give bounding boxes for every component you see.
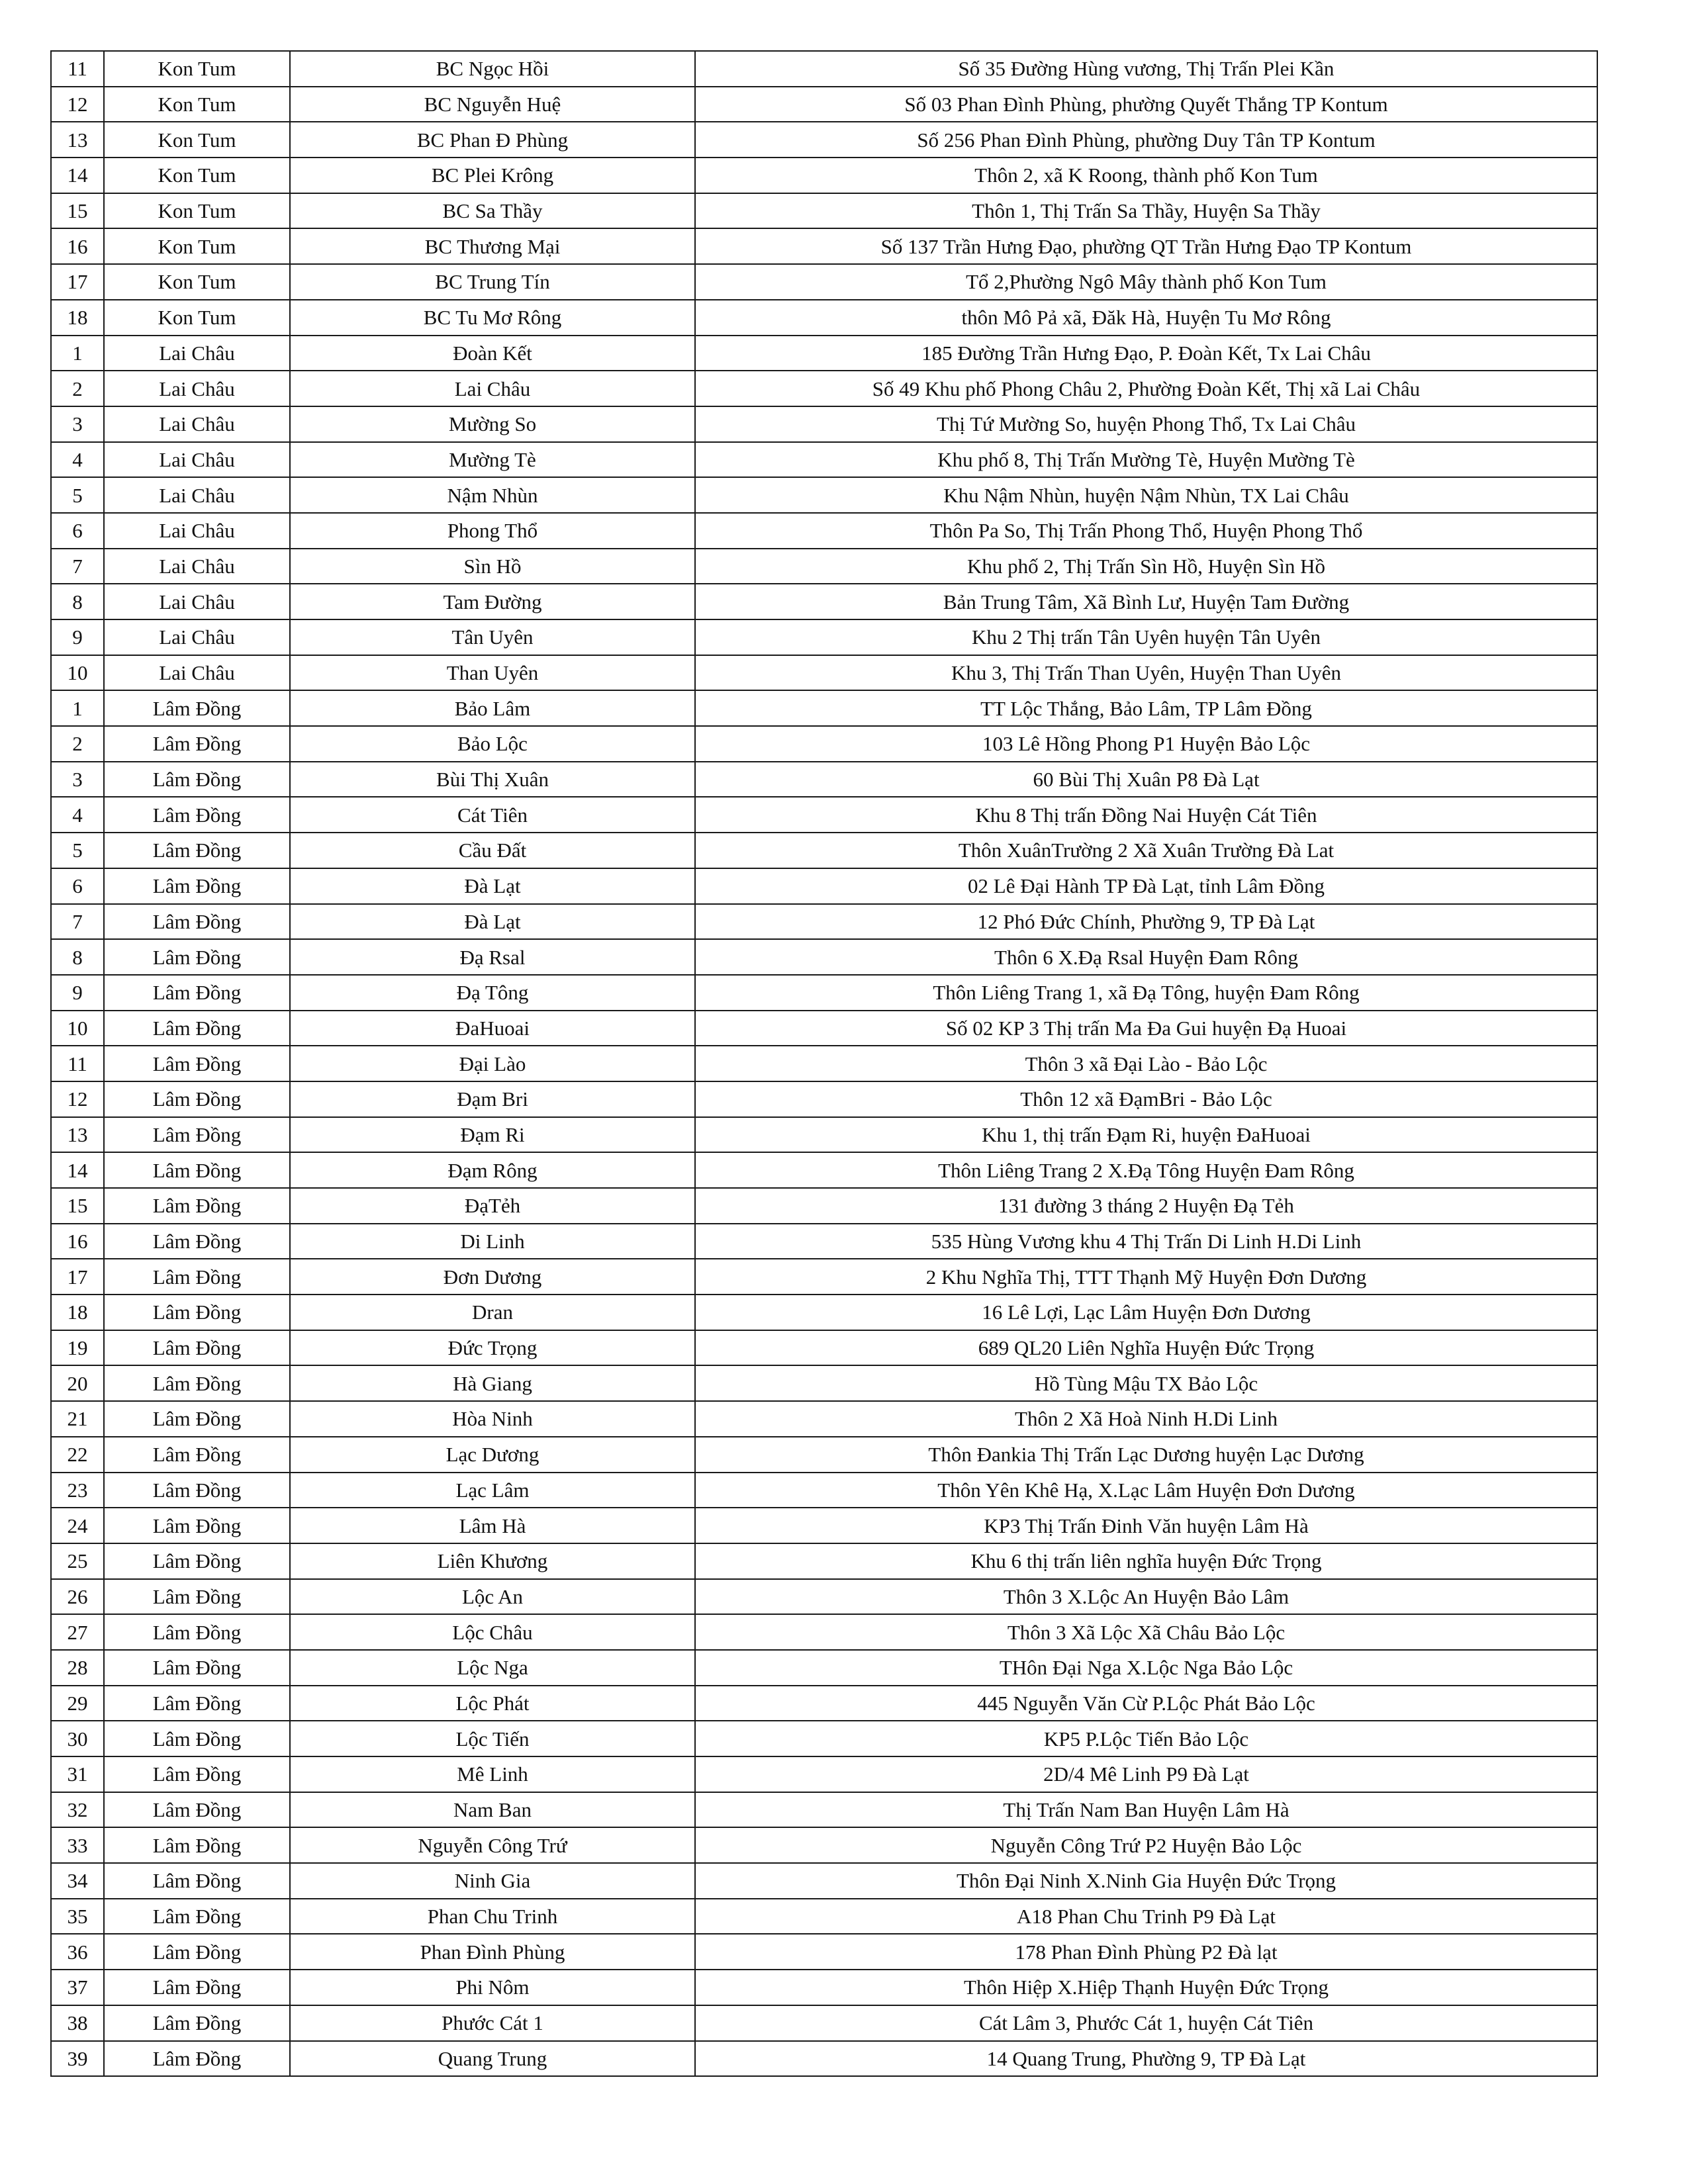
row-number-cell: 12 [51,1081,104,1117]
address-cell: thôn Mô Pả xã, Đăk Hà, Huyện Tu Mơ Rông [695,300,1597,336]
office-name-cell: Lai Châu [290,371,695,406]
address-cell: Thôn 1, Thị Trấn Sa Thầy, Huyện Sa Thầy [695,193,1597,229]
address-cell: Số 49 Khu phố Phong Châu 2, Phường Đoàn Kết, Thị xã Lai Châu [695,371,1597,406]
address-cell: TT Lộc Thắng, Bảo Lâm, TP Lâm Đồng [695,690,1597,726]
address-cell: Thị Tứ Mường So, huyện Phong Thổ, Tx Lai Châu [695,406,1597,442]
row-number-cell: 9 [51,619,104,655]
address-cell: Khu Nậm Nhùn, huyện Nậm Nhùn, TX Lai Châu [695,477,1597,513]
address-cell: 185 Đường Trần Hưng Đạo, P. Đoàn Kết, Tx Lai Châu [695,336,1597,371]
office-name-cell: Phước Cát 1 [290,2005,695,2041]
province-cell: Lâm Đồng [104,1117,290,1153]
office-name-cell: Mê Linh [290,1756,695,1792]
address-cell: Thôn Đankia Thị Trấn Lạc Dương huyện Lạc Dương [695,1437,1597,1473]
address-cell: Cát Lâm 3, Phước Cát 1, huyện Cát Tiên [695,2005,1597,2041]
row-number-cell: 38 [51,2005,104,2041]
province-cell: Lâm Đồng [104,690,290,726]
table-row [51,2005,1597,2041]
table-row [51,1437,1597,1473]
office-name-cell: BC Ngọc Hồi [290,51,695,87]
province-cell: Lâm Đồng [104,1899,290,1934]
row-number-cell: 11 [51,1046,104,1081]
province-cell: Kon Tum [104,193,290,229]
document-page [50,50,1598,2077]
province-cell: Lâm Đồng [104,939,290,975]
table-row [51,371,1597,406]
row-number-cell: 18 [51,300,104,336]
address-cell: 02 Lê Đại Hành TP Đà Lạt, tỉnh Lâm Đồng [695,868,1597,904]
province-cell: Lâm Đồng [104,1863,290,1899]
table-row [51,1863,1597,1899]
province-cell: Lâm Đồng [104,1081,290,1117]
row-number-cell: 33 [51,1827,104,1863]
row-number-cell: 13 [51,1117,104,1153]
office-name-cell: Đoàn Kết [290,336,695,371]
province-cell: Lâm Đồng [104,2041,290,2077]
table-row [51,336,1597,371]
row-number-cell: 35 [51,1899,104,1934]
address-cell: KP3 Thị Trấn Đinh Văn huyện Lâm Hà [695,1508,1597,1543]
row-number-cell: 7 [51,904,104,940]
table-row [51,1295,1597,1330]
table-row [51,2041,1597,2077]
row-number-cell: 14 [51,158,104,193]
table-row [51,1046,1597,1081]
row-number-cell: 24 [51,1508,104,1543]
province-cell: Lai Châu [104,477,290,513]
address-cell: Thôn 2 Xã Hoà Ninh H.Di Linh [695,1401,1597,1437]
office-name-cell: Đơn Dương [290,1259,695,1295]
address-cell: Thị Trấn Nam Ban Huyện Lâm Hà [695,1792,1597,1828]
address-cell: Thôn Đại Ninh X.Ninh Gia Huyện Đức Trọng [695,1863,1597,1899]
office-name-cell: Đạm Rông [290,1152,695,1188]
table-row [51,833,1597,868]
province-cell: Lâm Đồng [104,1934,290,1970]
address-cell: Nguyễn Công Trứ P2 Huyện Bảo Lộc [695,1827,1597,1863]
table-row [51,1330,1597,1366]
province-cell: Lâm Đồng [104,868,290,904]
office-name-cell: Đạ Tông [290,975,695,1011]
office-name-cell: Phong Thổ [290,513,695,549]
province-cell: Lâm Đồng [104,726,290,762]
row-number-cell: 5 [51,477,104,513]
row-number-cell: 21 [51,1401,104,1437]
office-name-cell: ĐạTẻh [290,1188,695,1224]
office-name-cell: Ninh Gia [290,1863,695,1899]
row-number-cell: 27 [51,1614,104,1650]
row-number-cell: 32 [51,1792,104,1828]
table-row [51,1473,1597,1508]
table-row [51,1401,1597,1437]
table-row [51,726,1597,762]
province-cell: Lâm Đồng [104,762,290,797]
address-cell: 131 đường 3 tháng 2 Huyện Đạ Tẻh [695,1188,1597,1224]
table-row [51,762,1597,797]
province-cell: Lai Châu [104,371,290,406]
table-row [51,797,1597,833]
office-name-cell: Bảo Lộc [290,726,695,762]
office-name-cell: Nam Ban [290,1792,695,1828]
province-cell: Lâm Đồng [104,1686,290,1721]
address-cell: Khu 6 thị trấn liên nghĩa huyện Đức Trọng [695,1543,1597,1579]
row-number-cell: 3 [51,762,104,797]
province-cell: Lai Châu [104,619,290,655]
office-name-cell: Lộc Nga [290,1650,695,1686]
province-cell: Lai Châu [104,442,290,478]
office-name-cell: Bùi Thị Xuân [290,762,695,797]
row-number-cell: 18 [51,1295,104,1330]
address-cell: 689 QL20 Liên Nghĩa Huyện Đức Trọng [695,1330,1597,1366]
office-name-cell: BC Nguyễn Huệ [290,87,695,122]
row-number-cell: 13 [51,122,104,158]
row-number-cell: 9 [51,975,104,1011]
row-number-cell: 8 [51,584,104,619]
address-cell: 103 Lê Hồng Phong P1 Huyện Bảo Lộc [695,726,1597,762]
table-row [51,1117,1597,1153]
address-cell: Số 03 Phan Đình Phùng, phường Quyết Thắng TP Kontum [695,87,1597,122]
row-number-cell: 10 [51,655,104,691]
office-name-cell: BC Thương Mại [290,228,695,264]
province-cell: Lâm Đồng [104,1401,290,1437]
address-cell: 2 Khu Nghĩa Thị, TTT Thạnh Mỹ Huyện Đơn Dương [695,1259,1597,1295]
province-cell: Lâm Đồng [104,1437,290,1473]
address-cell: Số 35 Đường Hùng vương, Thị Trấn Plei Kần [695,51,1597,87]
address-cell: 2D/4 Mê Linh P9 Đà Lạt [695,1756,1597,1792]
address-cell: Khu 2 Thị trấn Tân Uyên huyện Tân Uyên [695,619,1597,655]
table-row [51,549,1597,584]
address-cell: Thôn XuânTrường 2 Xã Xuân Trường Đà Lat [695,833,1597,868]
office-name-cell: Đạ Rsal [290,939,695,975]
row-number-cell: 17 [51,264,104,300]
table-row [51,1224,1597,1259]
office-name-cell: Nguyễn Công Trứ [290,1827,695,1863]
row-number-cell: 8 [51,939,104,975]
office-name-cell: ĐaHuoai [290,1011,695,1046]
office-name-cell: Lâm Hà [290,1508,695,1543]
province-cell: Lâm Đồng [104,1046,290,1081]
office-name-cell: BC Plei Krông [290,158,695,193]
province-cell: Lâm Đồng [104,1721,290,1756]
address-cell: Thôn 3 Xã Lộc Xã Châu Bảo Lộc [695,1614,1597,1650]
row-number-cell: 20 [51,1365,104,1401]
office-name-cell: Dran [290,1295,695,1330]
table-row [51,1508,1597,1543]
province-cell: Kon Tum [104,122,290,158]
office-name-cell: Lộc An [290,1579,695,1615]
address-cell: Thôn 12 xã ĐạmBri - Bảo Lộc [695,1081,1597,1117]
table-row [51,1188,1597,1224]
row-number-cell: 1 [51,690,104,726]
address-cell: THôn Đại Nga X.Lộc Nga Bảo Lộc [695,1650,1597,1686]
province-cell: Lâm Đồng [104,1011,290,1046]
office-name-cell: Lạc Dương [290,1437,695,1473]
province-cell: Kon Tum [104,51,290,87]
row-number-cell: 30 [51,1721,104,1756]
province-cell: Lâm Đồng [104,1259,290,1295]
row-number-cell: 28 [51,1650,104,1686]
address-cell: Số 137 Trần Hưng Đạo, phường QT Trần Hưng Đạo TP Kontum [695,228,1597,264]
row-number-cell: 36 [51,1934,104,1970]
province-cell: Lai Châu [104,584,290,619]
province-cell: Lâm Đồng [104,2005,290,2041]
province-cell: Kon Tum [104,87,290,122]
office-name-cell: Di Linh [290,1224,695,1259]
office-name-cell: BC Tu Mơ Rông [290,300,695,336]
table-row [51,477,1597,513]
row-number-cell: 12 [51,87,104,122]
address-cell: Khu phố 8, Thị Trấn Mường Tè, Huyện Mường Tè [695,442,1597,478]
table-row [51,1721,1597,1756]
row-number-cell: 15 [51,1188,104,1224]
table-row [51,584,1597,619]
province-cell: Lâm Đồng [104,904,290,940]
table-row [51,264,1597,300]
address-cell: 16 Lê Lợi, Lạc Lâm Huyện Đơn Dương [695,1295,1597,1330]
row-number-cell: 7 [51,549,104,584]
province-cell: Lâm Đồng [104,1792,290,1828]
row-number-cell: 39 [51,2041,104,2077]
address-cell: Số 256 Phan Đình Phùng, phường Duy Tân TP Kontum [695,122,1597,158]
address-cell: Khu 3, Thị Trấn Than Uyên, Huyện Than Uyên [695,655,1597,691]
province-cell: Lâm Đồng [104,1508,290,1543]
office-name-cell: Lộc Phát [290,1686,695,1721]
address-cell: Thôn 3 X.Lộc An Huyện Bảo Lâm [695,1579,1597,1615]
address-cell: Thôn Liêng Trang 1, xã Đạ Tông, huyện Đam Rông [695,975,1597,1011]
table-row [51,655,1597,691]
address-cell: Thôn 3 xã Đại Lào - Bảo Lộc [695,1046,1597,1081]
row-number-cell: 6 [51,513,104,549]
table-row [51,1081,1597,1117]
row-number-cell: 17 [51,1259,104,1295]
table-row [51,1152,1597,1188]
table-row [51,158,1597,193]
province-cell: Lai Châu [104,549,290,584]
table-row [51,87,1597,122]
office-name-cell: Quang Trung [290,2041,695,2077]
province-cell: Lâm Đồng [104,797,290,833]
office-name-cell: Cầu Đất [290,833,695,868]
table-row [51,690,1597,726]
table-row [51,1686,1597,1721]
table-row [51,300,1597,336]
province-cell: Kon Tum [104,228,290,264]
office-name-cell: BC Sa Thầy [290,193,695,229]
office-name-cell: Cát Tiên [290,797,695,833]
table-row [51,513,1597,549]
address-cell: 60 Bùi Thị Xuân P8 Đà Lạt [695,762,1597,797]
row-number-cell: 2 [51,371,104,406]
address-cell: Tổ 2,Phường Ngô Mây thành phố Kon Tum [695,264,1597,300]
row-number-cell: 31 [51,1756,104,1792]
office-name-cell: Tân Uyên [290,619,695,655]
province-cell: Lâm Đồng [104,1827,290,1863]
province-cell: Lâm Đồng [104,1756,290,1792]
table-row [51,1899,1597,1934]
address-cell: A18 Phan Chu Trinh P9 Đà Lạt [695,1899,1597,1934]
post-office-table [50,50,1598,2077]
address-cell: Thôn Pa So, Thị Trấn Phong Thổ, Huyện Phong Thổ [695,513,1597,549]
address-cell: 535 Hùng Vương khu 4 Thị Trấn Di Linh H.Di Linh [695,1224,1597,1259]
address-cell: Thôn 2, xã K Roong, thành phố Kon Tum [695,158,1597,193]
table-row [51,193,1597,229]
province-cell: Lâm Đồng [104,975,290,1011]
address-cell: 12 Phó Đức Chính, Phường 9, TP Đà Lạt [695,904,1597,940]
address-cell: Thôn 6 X.Đạ Rsal Huyện Đam Rông [695,939,1597,975]
row-number-cell: 29 [51,1686,104,1721]
province-cell: Lâm Đồng [104,1579,290,1615]
row-number-cell: 22 [51,1437,104,1473]
office-name-cell: Bảo Lâm [290,690,695,726]
table-row [51,1543,1597,1579]
address-cell: Bản Trung Tâm, Xã Bình Lư, Huyện Tam Đường [695,584,1597,619]
address-cell: Thôn Liêng Trang 2 X.Đạ Tông Huyện Đam Rông [695,1152,1597,1188]
address-cell: 445 Nguyễn Văn Cừ P.Lộc Phát Bảo Lộc [695,1686,1597,1721]
table-row [51,904,1597,940]
table-row [51,1365,1597,1401]
office-name-cell: Nậm Nhùn [290,477,695,513]
province-cell: Lâm Đồng [104,1188,290,1224]
office-name-cell: Lộc Tiến [290,1721,695,1756]
office-name-cell: Đà Lạt [290,904,695,940]
province-cell: Kon Tum [104,300,290,336]
table-row [51,619,1597,655]
row-number-cell: 15 [51,193,104,229]
office-name-cell: Tam Đường [290,584,695,619]
province-cell: Lai Châu [104,406,290,442]
office-name-cell: Đạm Ri [290,1117,695,1153]
table-row [51,1756,1597,1792]
address-cell: Số 02 KP 3 Thị trấn Ma Đa Gui huyện Đạ Huoai [695,1011,1597,1046]
row-number-cell: 19 [51,1330,104,1366]
address-cell: 178 Phan Đình Phùng P2 Đà lạt [695,1934,1597,1970]
address-cell: Thôn Yên Khê Hạ, X.Lạc Lâm Huyện Đơn Dương [695,1473,1597,1508]
address-cell: Thôn Hiệp X.Hiệp Thạnh Huyện Đức Trọng [695,1970,1597,2005]
table-row [51,868,1597,904]
row-number-cell: 14 [51,1152,104,1188]
address-cell: Khu phố 2, Thị Trấn Sìn Hồ, Huyện Sìn Hồ [695,549,1597,584]
province-cell: Lâm Đồng [104,1330,290,1366]
table-row [51,939,1597,975]
office-name-cell: Đại Lào [290,1046,695,1081]
table-body [51,51,1597,2076]
table-row [51,442,1597,478]
province-cell: Lâm Đồng [104,1224,290,1259]
row-number-cell: 10 [51,1011,104,1046]
province-cell: Lâm Đồng [104,1614,290,1650]
province-cell: Lai Châu [104,513,290,549]
table-row [51,122,1597,158]
province-cell: Lâm Đồng [104,1365,290,1401]
address-cell: Khu 1, thị trấn Đạm Ri, huyện ĐaHuoai [695,1117,1597,1153]
office-name-cell: Hòa Ninh [290,1401,695,1437]
office-name-cell: BC Trung Tín [290,264,695,300]
office-name-cell: Than Uyên [290,655,695,691]
office-name-cell: BC Phan Đ Phùng [290,122,695,158]
province-cell: Lai Châu [104,655,290,691]
province-cell: Lâm Đồng [104,1152,290,1188]
province-cell: Lâm Đồng [104,1473,290,1508]
office-name-cell: Phi Nôm [290,1970,695,2005]
row-number-cell: 2 [51,726,104,762]
row-number-cell: 4 [51,442,104,478]
table-row [51,1970,1597,2005]
row-number-cell: 16 [51,228,104,264]
row-number-cell: 34 [51,1863,104,1899]
row-number-cell: 16 [51,1224,104,1259]
office-name-cell: Phan Chu Trinh [290,1899,695,1934]
province-cell: Kon Tum [104,158,290,193]
province-cell: Lâm Đồng [104,1970,290,2005]
row-number-cell: 1 [51,336,104,371]
table-row [51,1011,1597,1046]
province-cell: Kon Tum [104,264,290,300]
province-cell: Lâm Đồng [104,1295,290,1330]
office-name-cell: Đức Trọng [290,1330,695,1366]
table-row [51,1934,1597,1970]
province-cell: Lâm Đồng [104,1543,290,1579]
table-row [51,51,1597,87]
row-number-cell: 26 [51,1579,104,1615]
office-name-cell: Lộc Châu [290,1614,695,1650]
office-name-cell: Mường Tè [290,442,695,478]
table-row [51,1650,1597,1686]
row-number-cell: 3 [51,406,104,442]
table-row [51,975,1597,1011]
office-name-cell: Đạm Bri [290,1081,695,1117]
row-number-cell: 6 [51,868,104,904]
table-row [51,228,1597,264]
address-cell: KP5 P.Lộc Tiến Bảo Lộc [695,1721,1597,1756]
office-name-cell: Sìn Hồ [290,549,695,584]
row-number-cell: 37 [51,1970,104,2005]
table-row [51,1827,1597,1863]
province-cell: Lai Châu [104,336,290,371]
table-row [51,1792,1597,1828]
table-row [51,406,1597,442]
table-row [51,1259,1597,1295]
address-cell: Khu 8 Thị trấn Đồng Nai Huyện Cát Tiên [695,797,1597,833]
office-name-cell: Mường So [290,406,695,442]
row-number-cell: 25 [51,1543,104,1579]
address-cell: 14 Quang Trung, Phường 9, TP Đà Lạt [695,2041,1597,2077]
row-number-cell: 11 [51,51,104,87]
office-name-cell: Hà Giang [290,1365,695,1401]
province-cell: Lâm Đồng [104,1650,290,1686]
office-name-cell: Lạc Lâm [290,1473,695,1508]
row-number-cell: 4 [51,797,104,833]
table-row [51,1579,1597,1615]
office-name-cell: Đà Lạt [290,868,695,904]
province-cell: Lâm Đồng [104,833,290,868]
row-number-cell: 23 [51,1473,104,1508]
office-name-cell: Phan Đình Phùng [290,1934,695,1970]
address-cell: Hồ Tùng Mậu TX Bảo Lộc [695,1365,1597,1401]
row-number-cell: 5 [51,833,104,868]
table-row [51,1614,1597,1650]
office-name-cell: Liên Khương [290,1543,695,1579]
